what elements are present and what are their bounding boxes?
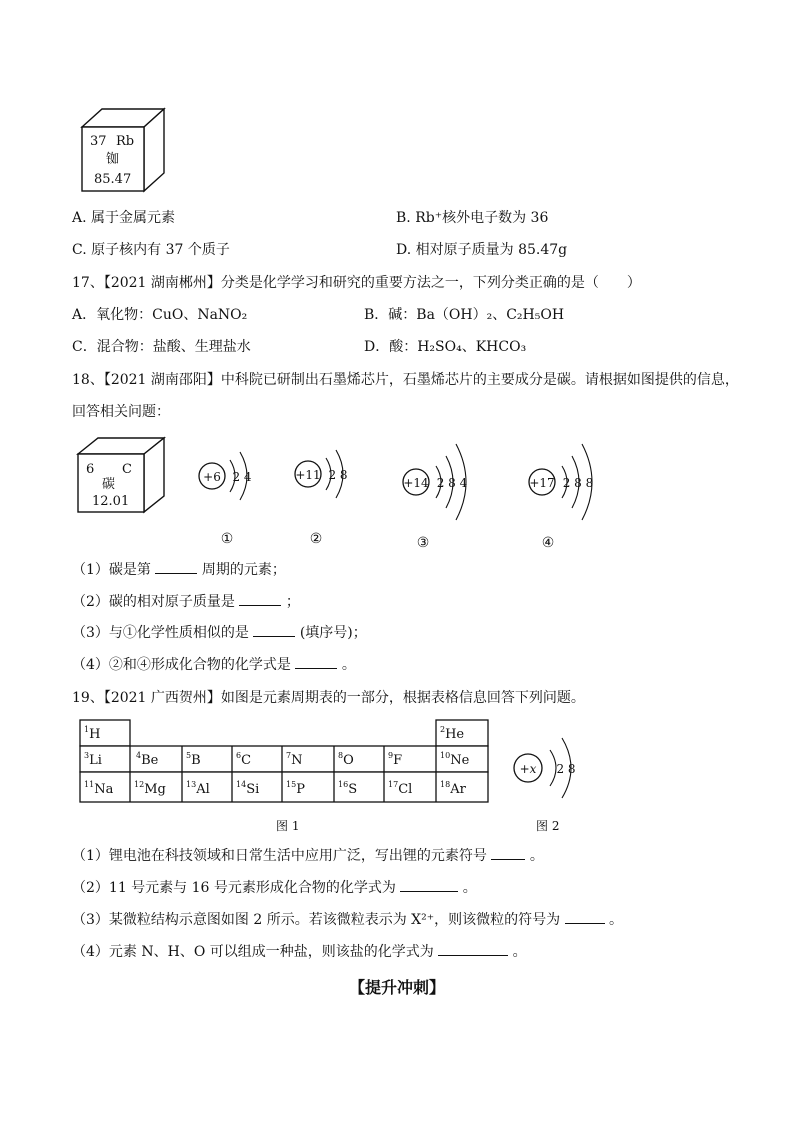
element-symbol: O: [343, 753, 354, 768]
element-number: 17: [388, 780, 399, 789]
q19-p1-before: （1）锂电池在科技领域和日常生活中应用广泛，写出锂的元素符号: [72, 848, 487, 864]
q18-part4: [72, 656, 356, 674]
atom1-label: ①: [220, 531, 234, 547]
q18-p2-before: （2）碳的相对原子质量是: [72, 594, 235, 610]
q18-p1-after: 周期的元素；: [201, 562, 286, 578]
q19-part2: [72, 879, 477, 897]
element-number: 13: [186, 780, 197, 789]
element-number: 8: [338, 751, 344, 760]
rb-name: 铷: [106, 152, 120, 167]
element-symbol: H: [89, 727, 101, 742]
q17-stem: 17、【2021 湖南郴州】分类是化学学习和研究的重要方法之一，下列分类正确的是（ ）: [72, 275, 641, 291]
q16-option-d: D. 相对原子质量为 85.47g: [396, 242, 568, 258]
q19-p4-before: （4）元素 N、H、O 可以组成一种盐，则该盐的化学式为: [72, 944, 434, 960]
element-number: 15: [286, 780, 297, 789]
element-symbol: Ne: [450, 753, 470, 768]
q17-option-d: D．酸：H₂SO₄、KHCO₃: [364, 339, 527, 355]
q18-stem-line1: 18、【2021 湖南邵阳】中科院已研制出石墨烯芯片，石墨烯芯片的主要成分是碳。请根据如图提供的信息，: [72, 372, 739, 388]
rb-number: 37: [90, 134, 107, 149]
atom-diagram-3: [394, 436, 494, 552]
ion-nucleus: +x: [519, 762, 537, 776]
element-number: 3: [84, 751, 90, 760]
answer-blank[interactable]: [295, 656, 337, 669]
element-symbol: Cl: [398, 782, 413, 797]
rb-symbol: Rb: [116, 134, 135, 149]
q19-p4-after: 。: [512, 944, 527, 960]
atom3-label: ③: [416, 535, 430, 551]
q18-p2-after: ；: [285, 594, 300, 610]
q19-p3-before: （3）某微粒结构示意图如图 2 所示。若该微粒表示为 X²⁺，则该微粒的符号为: [72, 912, 561, 928]
q19-part3: [72, 911, 623, 929]
answer-blank[interactable]: [400, 879, 458, 892]
element-number: 4: [136, 751, 142, 760]
q19-p2-before: （2）11 号元素与 16 号元素形成化合物的化学式为: [72, 880, 396, 896]
q16-option-b: B. Rb⁺核外电子数为 36: [396, 210, 549, 226]
q18-part2: [72, 593, 300, 611]
rb-mass: 85.47: [94, 172, 132, 187]
atom4-nucleus: +17: [529, 476, 555, 490]
element-symbol: F: [393, 753, 403, 768]
q18-part3: [72, 624, 367, 642]
q18-p1-before: （1）碳是第: [72, 562, 151, 578]
answer-blank[interactable]: [491, 847, 525, 860]
element-symbol: Al: [196, 782, 210, 797]
element-number: 1: [84, 725, 90, 734]
section-title: 【提升冲刺】: [348, 978, 445, 997]
answer-blank[interactable]: [253, 624, 295, 637]
element-number: 6: [236, 751, 242, 760]
q16-option-c: C. 原子核内有 37 个质子: [72, 242, 230, 258]
atom4-label: ④: [541, 535, 555, 551]
q17-option-a: A．氧化物：CuO、NaNO₂: [72, 307, 248, 323]
element-number: 10: [440, 751, 451, 760]
element-number: 2: [440, 725, 446, 734]
atom1-shells: 2 4: [232, 470, 252, 484]
atom3-nucleus: +14: [403, 476, 429, 490]
element-symbol: He: [445, 727, 465, 742]
answer-blank[interactable]: [438, 943, 508, 956]
figure2-caption: 图 2: [536, 819, 560, 833]
atom-diagram-1: [190, 446, 270, 552]
carbon-mass: 12.01: [92, 494, 130, 509]
q18-p3-after: (填序号)；: [299, 625, 367, 641]
answer-blank[interactable]: [239, 593, 281, 606]
q19-stem: 19、【2021 广西贺州】如图是元素周期表的一部分，根据表格信息回答下列问题。: [72, 690, 585, 706]
q19-p3-after: 。: [609, 912, 624, 928]
atom1-nucleus: +6: [203, 470, 221, 484]
rb-element-card: [78, 105, 170, 195]
atom2-shells: 2 8: [328, 468, 348, 482]
periodic-table-excerpt: [78, 718, 492, 838]
element-symbol: B: [191, 753, 201, 768]
atom-diagram-4: [524, 436, 624, 552]
element-number: 11: [84, 780, 95, 789]
element-number: 12: [134, 780, 145, 789]
atom-diagram-2: [282, 442, 362, 550]
element-symbol: Ar: [450, 782, 466, 797]
element-number: 5: [186, 751, 192, 760]
carbon-element-card: [74, 434, 170, 516]
q18-part1: [72, 561, 286, 579]
element-symbol: Si: [246, 782, 260, 797]
carbon-number: 6: [86, 462, 95, 477]
q18-p4-after: 。: [341, 657, 356, 673]
q18-stem-line2: 回答相关问题：: [72, 404, 170, 420]
element-symbol: C: [241, 753, 252, 768]
atom2-label: ②: [309, 531, 323, 547]
q19-p1-after: 。: [529, 848, 544, 864]
q18-p4-before: （4）②和④形成化合物的化学式是: [72, 657, 291, 673]
atom4-shells: 2 8 8: [562, 476, 594, 490]
element-symbol: Be: [141, 753, 159, 768]
element-symbol: S: [348, 782, 358, 797]
element-symbol: Li: [89, 753, 102, 768]
figure1-caption: 图 1: [276, 819, 300, 833]
q17-option-c: C．混合物：盐酸、生理盐水: [72, 339, 251, 355]
element-symbol: P: [296, 782, 305, 797]
element-symbol: Na: [94, 782, 114, 797]
element-number: 9: [388, 751, 394, 760]
q19-part4: [72, 943, 527, 961]
element-number: 16: [338, 780, 349, 789]
q17-option-b: B．碱：Ba（OH）₂、C₂H₅OH: [364, 307, 565, 323]
q19-p2-after: 。: [462, 880, 477, 896]
ion-shells: 2 8: [556, 762, 576, 776]
element-symbol: N: [291, 753, 303, 768]
carbon-symbol: C: [122, 462, 132, 477]
element-number: 7: [286, 751, 292, 760]
element-number: 18: [440, 780, 451, 789]
element-number: 14: [236, 780, 247, 789]
answer-blank[interactable]: [155, 561, 197, 574]
q18-p3-before: （3）与①化学性质相似的是: [72, 625, 249, 641]
ion-structure-diagram: [506, 726, 596, 838]
element-symbol: Mg: [144, 782, 166, 797]
atom2-nucleus: +11: [295, 468, 321, 482]
carbon-name: 碳: [102, 477, 116, 492]
q16-option-a: A. 属于金属元素: [72, 210, 176, 226]
atom3-shells: 2 8 4: [436, 476, 468, 490]
answer-blank[interactable]: [565, 911, 605, 924]
q19-part1: [72, 847, 544, 865]
